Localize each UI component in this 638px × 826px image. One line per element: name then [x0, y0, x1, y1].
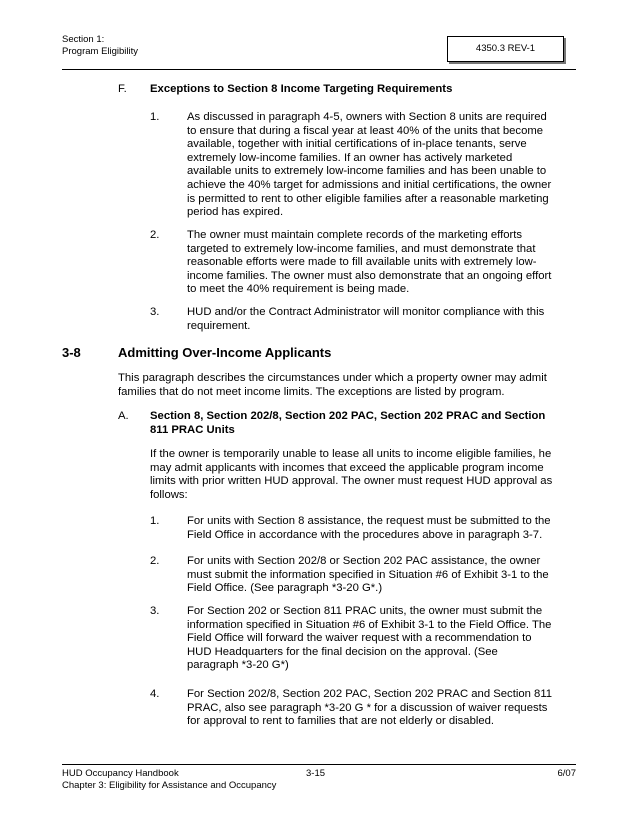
text-line: The owner must maintain complete records of the marketing efforts [187, 229, 523, 241]
text-line: For Section 202 or Section 811 PRAC units, the owner must submit the [187, 605, 543, 617]
subsection-a-title [150, 410, 545, 437]
text-line: limits with prior written HUD approval. The owner must request HUD approval as [150, 475, 553, 488]
text-line: Field Office in accordance with the procedures above in paragraph 3-7. [187, 528, 543, 541]
text-line: targeted to extremely low-income families, and must demonstrate that [187, 242, 536, 255]
subsection-a-intro [150, 448, 552, 502]
page-number: 3-15 [306, 768, 326, 779]
item-text [187, 555, 549, 596]
item-number: 2. [150, 555, 160, 567]
text-line: income families. The owner must also demonstrate that an ongoing effort [187, 269, 552, 282]
text-line: families that do not meet income limits. The exceptions are listed by program. [118, 385, 505, 398]
text-line: paragraph *3-20 G*) [187, 659, 289, 672]
section-f-title: Exceptions to Section 8 Income Targeting Requirements [150, 83, 453, 95]
text-line: For Section 202/8, Section 202 PAC, Section 202 PRAC and Section 811 [187, 688, 553, 700]
text-line: This paragraph describes the circumstances under which a property owner may admit [118, 372, 547, 384]
item-number: 4. [150, 688, 160, 700]
subsection-a-label: A. [118, 410, 129, 422]
document-number-box: 4350.3 REV-1 [447, 36, 564, 62]
text-line: Section 8, Section 202/8, Section 202 PAC, Section 202 PRAC and Section [150, 410, 546, 422]
text-line: may admit applicants with incomes that exceed the applicable program income [150, 461, 544, 474]
text-line: to ensure that during a fiscal year at least 40% of the units that become [187, 124, 544, 137]
section-f-label: F. [118, 83, 127, 95]
text-line: As discussed in paragraph 4-5, owners with Section 8 units are required [187, 111, 547, 123]
text-line: is permitted to rent to other eligible families after a reasonable marketing [187, 192, 549, 205]
text-line: If the owner is temporarily unable to lease all units to income eligible families, he [150, 448, 552, 460]
text-line: must submit the information specified in Situation #6 of Exhibit 3-1 to the [187, 568, 549, 581]
item-text [187, 688, 552, 729]
text-line: for approval to rent to families that are not elderly or disabled. [187, 715, 495, 728]
text-line: available units to extremely low-income families and has been unable to [187, 165, 547, 178]
text-line: information specified in Situation #6 of Exhibit 3-1 to the Field Office. The [187, 618, 552, 631]
header-section-title: Program Eligibility [62, 46, 139, 57]
footer-handbook-title: HUD Occupancy Handbook [62, 768, 179, 779]
text-line: For units with Section 8 assistance, the request must be submitted to the [187, 515, 551, 527]
text-line: period has expired. [187, 206, 284, 219]
item-text [187, 515, 551, 542]
text-line: HUD Headquarters for the final decision on the approval. (See [187, 645, 498, 658]
section-title: Admitting Over-Income Applicants [118, 345, 332, 360]
item-number: 3. [150, 306, 160, 318]
item-number: 2. [150, 229, 160, 241]
section-intro [118, 372, 547, 399]
footer-rule [62, 764, 576, 765]
text-line: achieve the 40% target for admissions and initial certifications, the owner [187, 178, 552, 191]
header-section-number: Section 1: [62, 34, 105, 45]
item-text [187, 605, 551, 673]
text-line: Field Office. (See paragraph *3-20 G*.) [187, 582, 383, 595]
text-line: For units with Section 202/8 or Section 202 PAC assistance, the owner [187, 555, 541, 567]
item-number: 3. [150, 605, 160, 617]
footer-chapter-title: Chapter 3: Eligibility for Assistance and Occupancy [62, 780, 277, 791]
text-line: follows: [150, 488, 188, 501]
footer-left [62, 768, 276, 792]
text-line: 811 PRAC Units [150, 423, 235, 436]
text-line: requirement. [187, 319, 251, 332]
text-line: available, together with initial certifications of in-place tenants, serve [187, 138, 527, 151]
item-text [187, 229, 551, 297]
revision-date: 6/07 [557, 768, 576, 779]
section-number: 3-8 [62, 345, 81, 360]
item-text [187, 306, 544, 333]
item-number: 1. [150, 111, 160, 123]
header-rule [62, 69, 576, 70]
text-line: HUD and/or the Contract Administrator will monitor compliance with this [187, 306, 545, 318]
text-line: Field Office will forward the waiver request with a recommendation to [187, 632, 532, 645]
text-line: to meet the 40% requirement is being made. [187, 283, 410, 296]
text-line: PRAC, also see paragraph *3-20 G * for a discussion of waiver requests [187, 701, 548, 714]
item-text [187, 111, 551, 220]
running-header-section [62, 34, 138, 58]
text-line: reasonable efforts were made to fill available units with extremely low- [187, 256, 537, 269]
item-number: 1. [150, 515, 160, 527]
text-line: extremely low-income families. If an owner has actively marketed [187, 151, 513, 164]
